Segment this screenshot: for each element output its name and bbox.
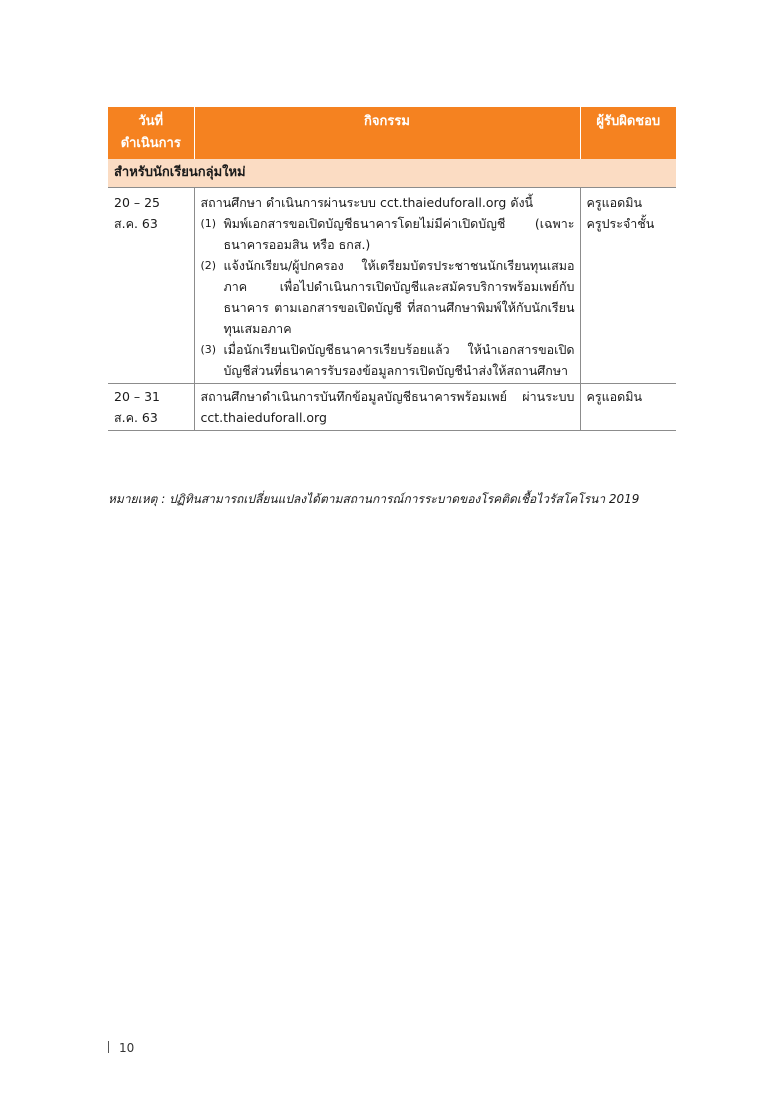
page-footer: [108, 1040, 134, 1056]
header-activity: กิจกรรม: [194, 107, 580, 159]
table-row: [108, 188, 676, 384]
footnote: หมายเหตุ : ปฏิทินสามารถเปลี่ยนแปลงได้ตามสถานการณ์การระบาดของโรคติดเชื้อไวรัสโคโรนา 2019: [108, 492, 640, 506]
list-item-number: (2): [200, 259, 217, 272]
date-cell: [108, 384, 194, 431]
schedule-table: [108, 107, 676, 431]
header-date-line2: ดำเนินการ: [120, 136, 181, 151]
activity-cell: [194, 188, 580, 384]
activity-list: [201, 213, 575, 381]
table-row: [108, 384, 676, 431]
responsible-name: ครูแอดมิน: [586, 389, 643, 404]
date-month: ส.ค. 63: [114, 410, 158, 425]
table-header-row: [108, 107, 676, 159]
section-title: สำหรับนักเรียนกลุ่มใหม่: [108, 159, 676, 188]
date-month: ส.ค. 63: [114, 216, 158, 231]
date-range: 20 – 31: [114, 389, 161, 404]
responsible-cell: [580, 384, 676, 431]
list-item-number: (3): [200, 343, 217, 356]
list-item-text: แจ้งนักเรียน/ผู้ปกครอง ให้เตรียมบัตรประชาชนนักเรียนทุนเสมอภาค เพื่อไปดำเนินการเปิดบัญชีและสมัครบริการพร้อมเพย์กับธนาคาร ตามเอกสารขอเปิดบัญชี ที่สถานศึกษาพิมพ์ให้กับนักเรียนทุนเสมอภาค: [223, 258, 575, 336]
header-responsible: ผู้รับผิดชอบ: [580, 107, 676, 159]
activity-intro: สถานศึกษา ดำเนินการผ่านระบบ cct.thaieduforall.org ดังนี้: [200, 195, 534, 210]
date-range: 20 – 25: [114, 195, 161, 210]
list-item: [201, 339, 575, 381]
list-item-number: (1): [200, 217, 217, 230]
activity-intro: สถานศึกษาดำเนินการบันทึกข้อมูลบัญชีธนาคารพร้อมเพย์ ผ่านระบบ cct.thaieduforall.org: [200, 389, 575, 425]
list-item-text: พิมพ์เอกสารขอเปิดบัญชีธนาคารโดยไม่มีค่าเปิดบัญชี (เฉพาะธนาคารออมสิน หรือ ธกส.): [223, 216, 575, 252]
page-number: 10: [119, 1041, 135, 1055]
date-cell: [108, 188, 194, 384]
section-row: [108, 159, 676, 188]
activity-cell: [194, 384, 580, 431]
header-date: [108, 107, 194, 159]
footer-divider: [108, 1041, 109, 1053]
responsible-cell: [580, 188, 676, 384]
list-item-text: เมื่อนักเรียนเปิดบัญชีธนาคารเรียบร้อยแล้ว ให้นำเอกสารขอเปิดบัญชีส่วนที่ธนาคารรับรองข้อมูลการเปิดบัญชีนำส่งให้สถานศึกษา: [223, 342, 575, 378]
responsible-name: ครูแอดมิน: [586, 195, 643, 210]
responsible-name: ครูประจำชั้น: [586, 216, 655, 231]
list-item: [201, 213, 575, 255]
header-date-line1: วันที่: [138, 114, 164, 129]
list-item: [201, 255, 575, 339]
